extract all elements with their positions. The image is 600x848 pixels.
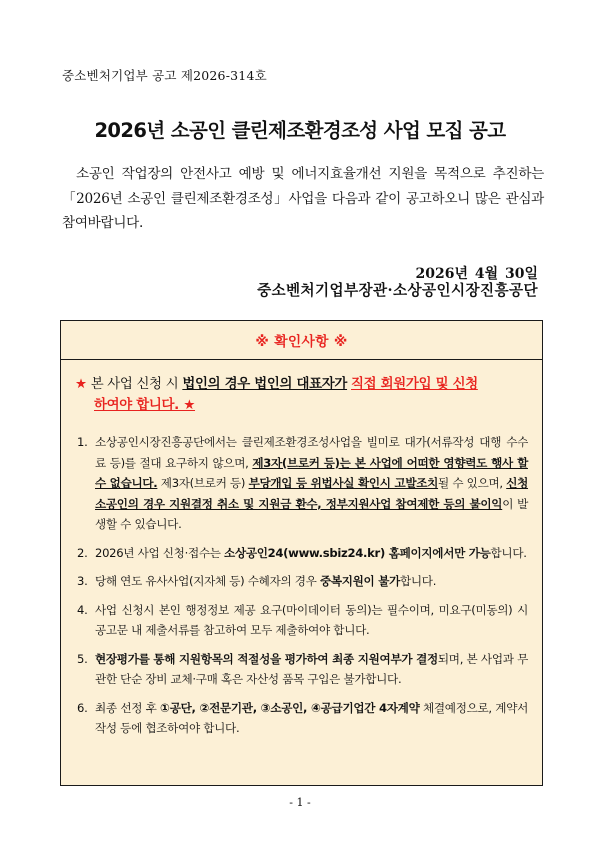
notice-items-list bbox=[75, 432, 528, 739]
star-icon: ★ bbox=[75, 377, 87, 392]
notice-item-text: 당해 연도 유사사업(지자체 등) 수혜자의 경우 bbox=[95, 574, 320, 588]
warning-prefix: 본 사업 신청 시 bbox=[90, 377, 179, 392]
notice-item bbox=[75, 432, 528, 535]
notice-item-text: 신청소공인의 경우 지원결정 취소 및 지원금 환수, 정부지원사업 참여제한 등의 불이익 bbox=[95, 476, 529, 511]
notice-item-text: 사업 신청시 본인 행정정보 제공 요구(마이데이터 동의)는 필수이며, 미요구(미동의) 시 공고문 내 제출서류를 참고하여 모두 제출하여야 합니다. bbox=[95, 602, 528, 637]
notice-item-number: 1. bbox=[77, 435, 88, 449]
notice-item bbox=[75, 543, 528, 564]
notice-item-text: ①공단, ②전문기관, ③소공인, ④공급기업간 4자계약 bbox=[160, 700, 420, 715]
warning-statement bbox=[75, 374, 528, 416]
notice-item bbox=[75, 571, 528, 592]
notice-date: 2026년 4월 30일 bbox=[415, 266, 538, 282]
page-number: - 1 - bbox=[289, 796, 311, 809]
notice-item-number: 5. bbox=[77, 651, 88, 666]
notice-box-heading: ※ 확인사항 ※ bbox=[255, 334, 348, 350]
notice-box-divider bbox=[61, 359, 542, 360]
notice-item bbox=[75, 600, 528, 641]
notice-item-text: 소상공인24(www.sbiz24.kr) 홈페이지에서만 가능 bbox=[224, 545, 491, 560]
issuer-name: 중소벤처기업부장관·소상공인시장진흥공단 bbox=[257, 282, 538, 299]
notice-item-text: 최종 선정 후 bbox=[95, 700, 161, 715]
notice-item-text: 제3자(브로커 등) bbox=[157, 476, 249, 490]
document-title: 2026년 소공인 클린제조환경조성 사업 모집 공고 bbox=[94, 119, 506, 142]
notice-item bbox=[75, 698, 528, 739]
notice-item-number: 2. bbox=[77, 545, 88, 560]
warning-second-line: 하여야 합니다. ★ bbox=[94, 398, 196, 413]
notice-item bbox=[75, 649, 528, 690]
intro-text: 소공인 작업장의 안전사고 예방 및 에너지효율개선 지원을 목적으로 추진하는「2026년 소공인 클린제조환경조성」사업을 다음과 같이 공고하오니 많은 관심과 참여바랍니다. bbox=[62, 166, 544, 231]
notice-box bbox=[60, 320, 543, 786]
notice-item-text: 소상공인시장진흥공단에서는 클린제조환경조성사업을 빌미로 대가(서류작성 대행 수수료 등)를 절대 요구하지 않으며, bbox=[95, 435, 528, 470]
notice-item-text: 될 수 있으며, bbox=[438, 476, 507, 490]
warning-red-underlined: 직접 회원가입 및 신청 bbox=[351, 377, 478, 392]
notice-item-text: 합니다. bbox=[490, 545, 527, 560]
notice-item-text: 2026년 사업 신청·접수는 bbox=[95, 545, 225, 560]
notice-item-text: 부당개입 등 위법사실 확인시 고발조치 bbox=[248, 476, 439, 490]
notice-item-text: 중복지원이 불가 bbox=[319, 574, 400, 588]
notice-item-text: 이 발생할 수 있습니다. bbox=[95, 496, 529, 531]
notice-item-text: 체결예정으로, 계약서 작성 등에 협조하여야 합니다. bbox=[95, 700, 528, 735]
notice-item-text: 되며, 본 사업과 무관한 단순 장비 교체·구매 혹은 자산성 품목 구입은 불가합니다. bbox=[95, 651, 529, 686]
notice-item-number: 4. bbox=[77, 602, 88, 617]
warning-bold-underlined: 법인의 경우 법인의 대표자가 bbox=[182, 377, 348, 392]
intro-paragraph bbox=[62, 162, 544, 236]
notice-number: 중소벤처기업부 공고 제2026-314호 bbox=[62, 68, 267, 83]
notice-item-text: 제3자(브로커 등)는 본 사업에 어떠한 영향력도 행사 할 수 없습니다. bbox=[95, 455, 528, 490]
notice-item-text: 현장평가를 통해 지원항목의 적절성을 평가하여 최종 지원여부가 결정 bbox=[95, 651, 438, 666]
notice-item-text: 합니다. bbox=[400, 574, 437, 588]
notice-item-number: 3. bbox=[77, 574, 88, 588]
notice-item-number: 6. bbox=[77, 700, 88, 715]
